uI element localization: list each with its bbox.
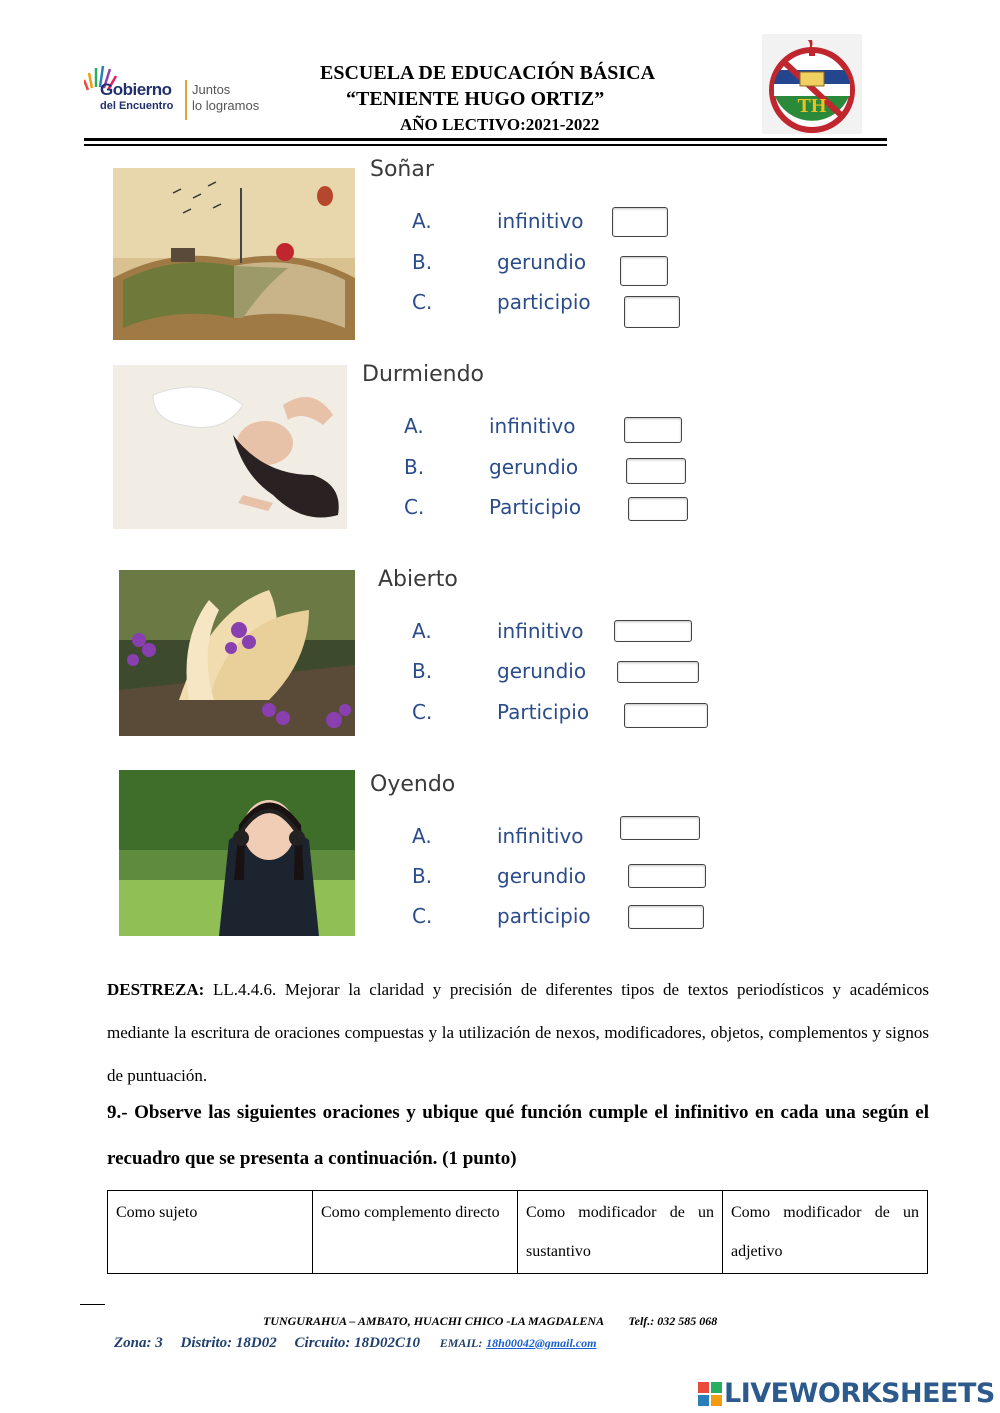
answer-checkbox[interactable]	[617, 661, 699, 683]
option-label: infinitivo	[489, 414, 576, 438]
option-letter: C.	[412, 290, 433, 314]
option-letter: A.	[412, 209, 432, 233]
table-cell: Como modificador de un sustantivo	[518, 1191, 723, 1274]
table-cell: Como sujeto	[108, 1191, 313, 1274]
option-label: participio	[497, 904, 591, 928]
option-letter: B.	[412, 864, 433, 888]
question-word: Abierto	[378, 567, 458, 592]
answer-checkbox[interactable]	[628, 864, 706, 888]
header-rule-thick	[84, 138, 887, 141]
table-cell: Como modificador de un adjetivo	[723, 1191, 928, 1274]
answer-checkbox[interactable]	[624, 703, 708, 728]
gov-logo-line1: Gobierno	[100, 80, 172, 99]
gov-logo-line2: del Encuentro	[100, 100, 174, 112]
footer-district: Distrito: 18D02	[180, 1335, 277, 1351]
option-label: gerundio	[497, 250, 587, 274]
footer-email-label: EMAIL:	[439, 1336, 483, 1350]
skill-text: LL.4.4.6. Mejorar la claridad y precisión de diferentes tipos de textos periodísticos y académicos mediante la escritura de oraciones compuestas y la utilización de nexos, modificadores, objetos, complementos y signos de puntuación.	[107, 980, 929, 1085]
gov-slogan-line2: lo logramos	[192, 98, 260, 113]
answer-checkbox[interactable]	[620, 816, 700, 840]
answer-checkbox[interactable]	[612, 207, 668, 237]
table-cell: Como complemento directo	[313, 1191, 518, 1274]
option-letter: A.	[412, 619, 432, 643]
open-book-flowers-image	[119, 570, 355, 736]
answer-checkbox[interactable]	[626, 458, 686, 484]
answer-checkbox[interactable]	[624, 417, 682, 443]
option-letter: A.	[412, 824, 432, 848]
option-label: Participio	[489, 495, 582, 519]
option-letter: C.	[404, 495, 425, 519]
woman-headphones-image	[119, 770, 355, 936]
sleeping-woman-image	[113, 365, 347, 529]
option-label: infinitivo	[497, 619, 584, 643]
school-year: AÑO LECTIVO:2021-2022	[400, 115, 600, 134]
crest-letters: TH	[797, 95, 827, 117]
footer-zone: Zona: 3	[114, 1335, 163, 1351]
question-word: Durmiendo	[362, 362, 484, 387]
footer-address: TUNGURAHUA – AMBATO, HUACHI CHICO -LA MAGDALENA	[263, 1314, 604, 1328]
option-label: participio	[497, 290, 591, 314]
option-letter: B.	[412, 659, 433, 683]
option-letter: A.	[404, 414, 424, 438]
government-logo	[84, 60, 274, 122]
table-row	[108, 1191, 928, 1274]
footer-address-line	[263, 1314, 717, 1329]
skill-paragraph	[107, 968, 929, 1097]
answer-checkbox[interactable]	[628, 905, 704, 929]
question-word: Soñar	[370, 157, 434, 182]
skill-label: DESTREZA:	[107, 980, 205, 999]
answer-checkbox[interactable]	[628, 497, 688, 521]
school-crest	[762, 34, 862, 134]
header-rule-thin	[84, 144, 887, 146]
school-title: ESCUELA DE EDUCACIÓN BÁSICA	[320, 62, 656, 84]
option-label: infinitivo	[497, 209, 584, 233]
option-label: infinitivo	[497, 824, 584, 848]
option-label: Participio	[497, 700, 590, 724]
school-crest-icon	[762, 34, 862, 134]
question-9-instructions: 9.- Observe las siguientes oraciones y ubique qué función cumple el infinitivo en cada una según el recuadro que se presenta a continuación. (1 punto)	[107, 1102, 929, 1169]
gov-logo-divider	[185, 80, 187, 120]
answer-checkbox[interactable]	[620, 256, 668, 286]
option-label: gerundio	[497, 659, 587, 683]
option-letter: B.	[404, 455, 425, 479]
school-name: “TENIENTE HUGO ORTIZ”	[346, 88, 605, 110]
footer-zone-line	[114, 1335, 596, 1352]
footer-email-link[interactable]: 18h00042@gmail.com	[486, 1336, 597, 1350]
liveworksheets-text: LIVEWORKSHEETS	[724, 1378, 995, 1409]
footer-circuit: Circuito: 18D02C10	[294, 1335, 420, 1351]
option-letter: C.	[412, 700, 433, 724]
liveworksheets-logo-icon	[698, 1382, 722, 1406]
answer-checkbox[interactable]	[624, 296, 680, 328]
footer-phone: Telf.: 032 585 068	[628, 1314, 718, 1328]
function-table	[107, 1190, 928, 1274]
answer-checkbox[interactable]	[614, 620, 692, 642]
gov-slogan-line1: Juntos	[192, 82, 231, 97]
option-letter: B.	[412, 250, 433, 274]
question-word: Oyendo	[370, 772, 456, 797]
footnote-rule	[80, 1304, 105, 1305]
open-book-landscape-image	[113, 168, 355, 340]
option-label: gerundio	[497, 864, 587, 888]
option-label: gerundio	[489, 455, 579, 479]
option-letter: C.	[412, 904, 433, 928]
